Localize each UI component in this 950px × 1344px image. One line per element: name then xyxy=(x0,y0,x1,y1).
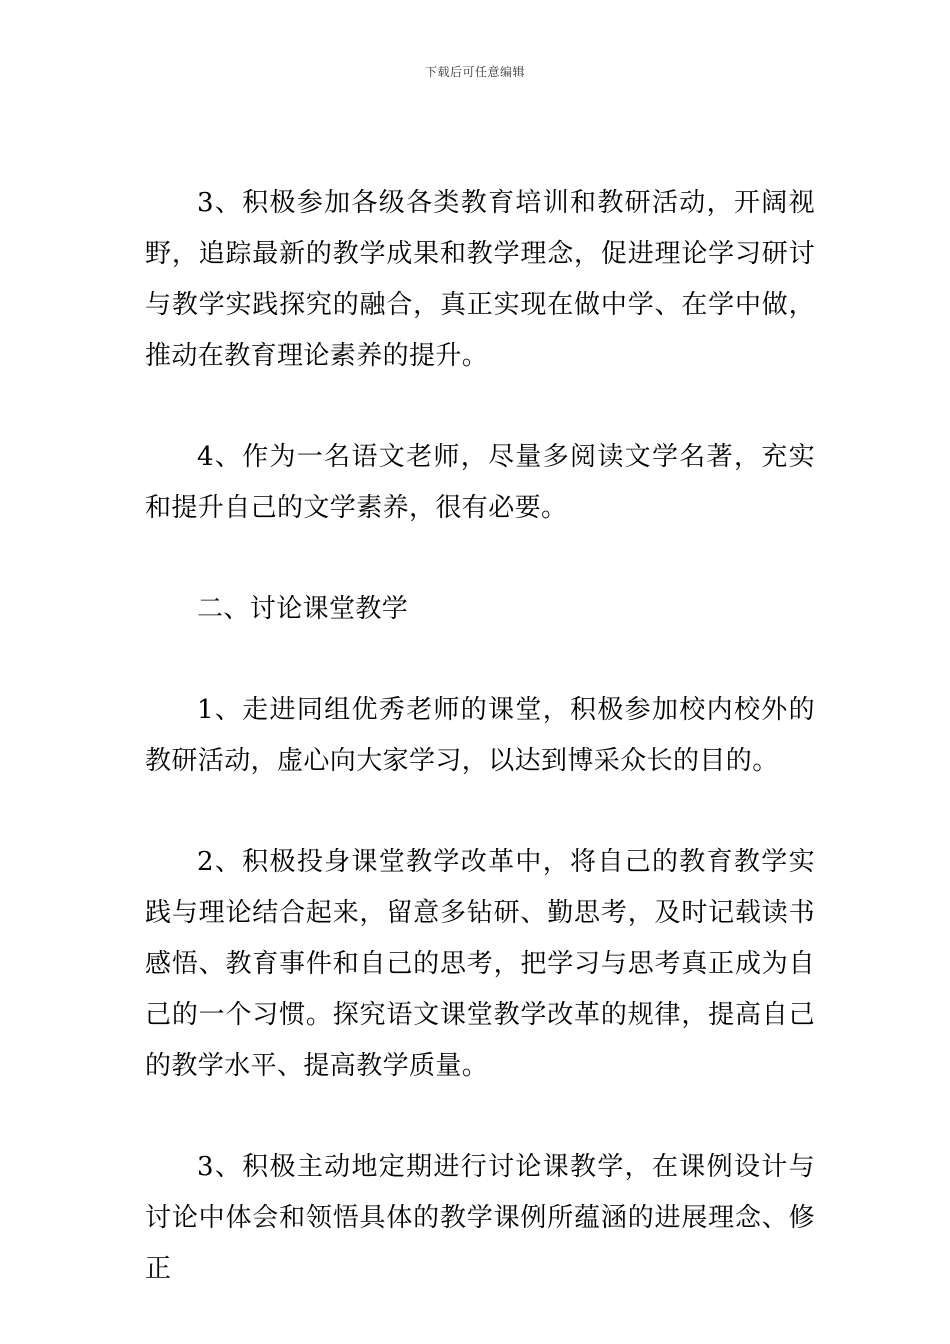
paragraph-spacer xyxy=(145,534,815,584)
paragraph-spacer xyxy=(145,635,815,685)
paragraph-item-1-observe: 1、走进同组优秀老师的课堂，积极参加校内校外的教研活动，虚心向大家学习，以达到博采众长的目的。 xyxy=(145,695,815,776)
page-header: 下载后可任意编辑 xyxy=(424,65,525,79)
paragraph-spacer xyxy=(145,787,815,837)
paragraph-item-3-training: 3、积极参加各级各类教育培训和教研活动，开阔视野，追踪最新的教学成果和教学理念，促进理论学习研讨与教学实践探究的融合，真正实现在做中学、在学中做，推动在教育理论素养的提升。 xyxy=(145,188,815,371)
paragraph-item-3-research-lessons: 3、积极主动地定期进行讨论课教学，在课例设计与讨论中体会和领悟具体的教学课例所蕴涵的进展理念、修正 xyxy=(145,1152,815,1284)
section-heading-classroom-teaching: 二、讨论课堂教学 xyxy=(197,594,409,624)
paragraph-item-4-reading: 4、作为一名语文老师，尽量多阅读文学名著，充实和提升自己的文学素养，很有必要。 xyxy=(145,442,815,523)
paragraph-item-2-reform: 2、积极投身课堂教学改革中，将自己的教育教学实践与理论结合起来，留意多钻研、勤思考，及时记载读书感悟、教育事件和自己的思考，把学习与思考真正成为自己的一个习惯。探究语文课堂教学改革的规律，提高自己的教学水平、提高教学质量。 xyxy=(145,847,815,1081)
paragraph-spacer xyxy=(145,1092,815,1142)
paragraph-spacer xyxy=(145,382,815,432)
document-body xyxy=(145,178,815,1295)
